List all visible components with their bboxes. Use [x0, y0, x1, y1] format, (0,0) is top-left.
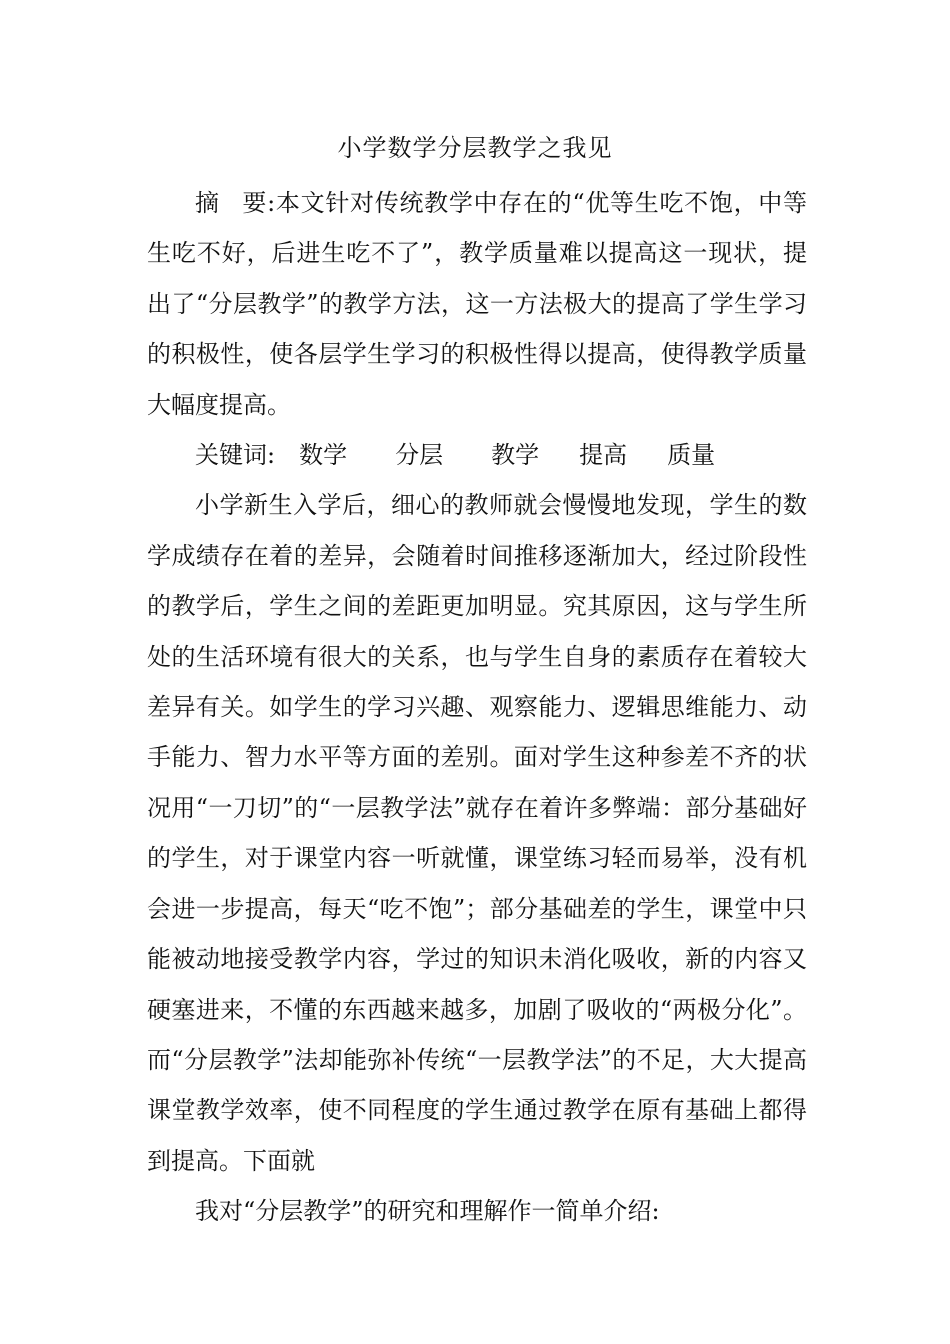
abstract-label-char-2: 要:	[241, 189, 276, 217]
keywords-paragraph	[147, 430, 807, 480]
keyword-item: 提高	[579, 441, 628, 470]
document-title: 小学数学分层教学之我见	[337, 134, 613, 162]
body-paragraph-2: 我对“分层教学”的研究和理解作一简单介绍:	[195, 1197, 660, 1226]
keywords-label: 关键词:	[195, 441, 276, 470]
keyword-item: 分层	[395, 441, 444, 470]
abstract-text: 本文针对传统教学中存在的“优等生吃不饱，中等生吃不好，后进生吃不了”，教学质量难以提高这一现状，提出了“分层教学”的教学方法，这一方法极大的提高了学生学习的积极性，使各层学生学习的积极性得以提高，使得教学质量大幅度提高。	[147, 189, 807, 419]
document-body	[147, 178, 807, 1237]
keyword-item: 数学	[299, 441, 348, 470]
abstract-paragraph	[147, 178, 807, 430]
abstract-label-char-1: 摘	[195, 189, 220, 217]
body-paragraph-1: 小学新生入学后，细心的教师就会慢慢地发现，学生的数学成绩存在着的差异，会随着时间推移逐渐加大，经过阶段性的教学后，学生之间的差距更加明显。究其原因，这与学生所处的生活环境有很大的关系，也与学生自身的素质存在着较大差异有关。如学生的学习兴趣、观察能力、逻辑思维能力、动手能力、智力水平等方面的差别。面对学生这种参差不齐的状况用“一刀切”的“一层教学法”就存在着许多弊端：部分基础好的学生，对于课堂内容一听就懂，课堂练习轻而易举，没有机会进一步提高，每天“吃不饱”；部分基础差的学生，课堂中只能被动地接受教学内容，学过的知识未消化吸收，新的内容又硬塞进来，不懂的东西越来越多，加剧了吸收的“两极分化”。而“分层教学”法却能弥补传统“一层教学法”的不足，大大提高课堂教学效率，使不同程度的学生通过教学在原有基础上都得到提高。下面就	[147, 491, 807, 1175]
keyword-item: 教学	[491, 441, 540, 470]
keyword-item: 质量	[667, 441, 716, 470]
